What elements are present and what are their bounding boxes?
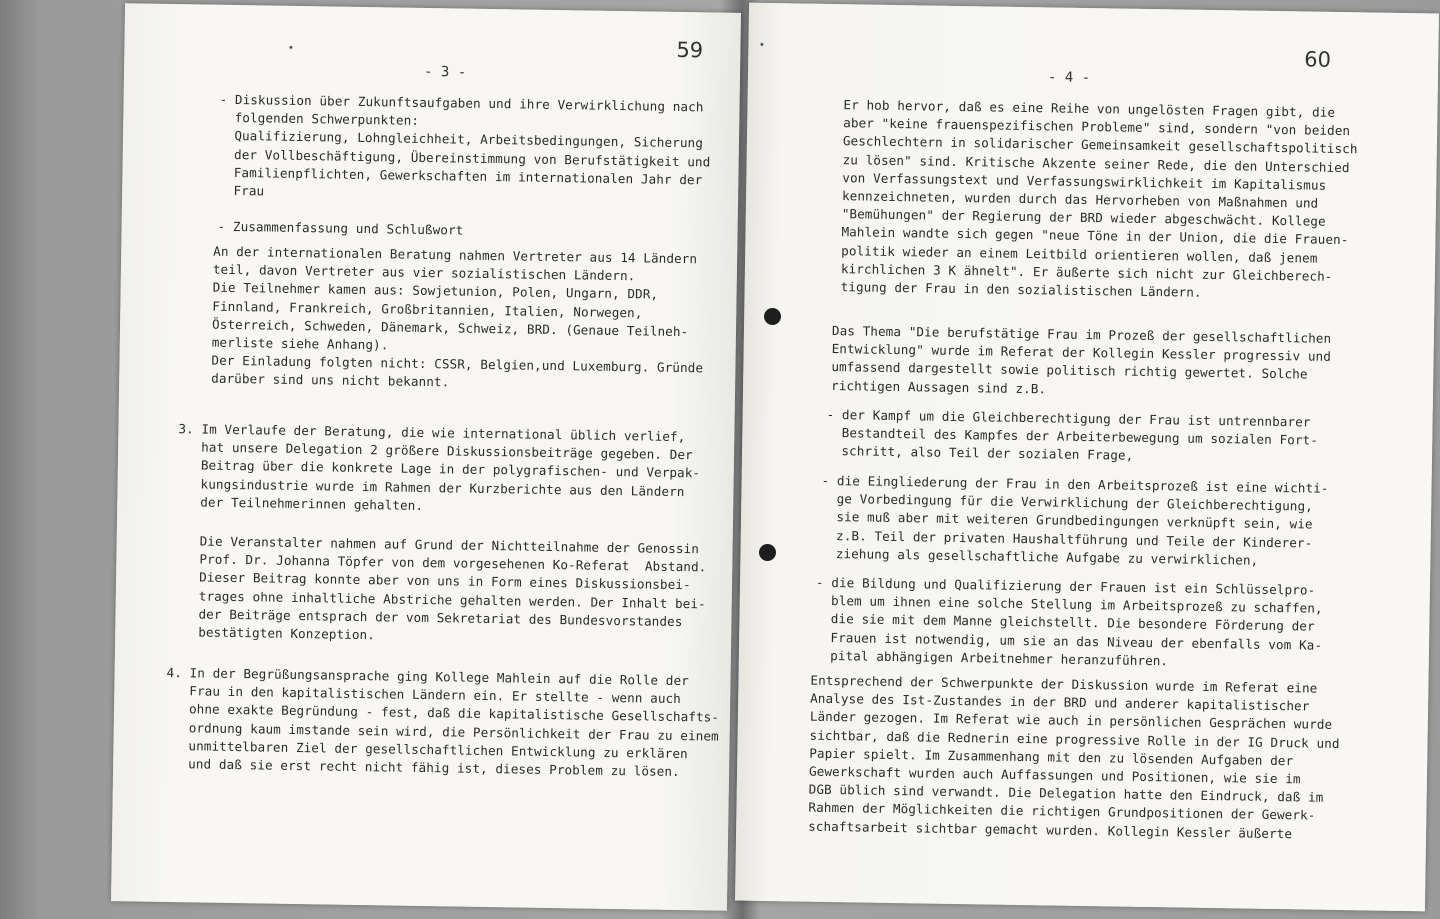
typed-line: Die Teilnehmer kamen aus: Sowjetunion, Polen, Ungarn, DDR, [212, 280, 659, 303]
typed-line: Entwicklung" wurde im Referat der Kollegin Kessler progressiv und [831, 341, 1332, 365]
typed-line: ziehung als gesellschaftliche Aufgabe zu verwirklichen, [820, 545, 1259, 568]
document-page-right [735, 3, 1439, 912]
typed-line: Qualifizierung, Lohngleichheit, Arbeitsbedingungen, Sicherung [218, 128, 704, 151]
typed-line: bestätigten Konzeption. [175, 624, 376, 643]
typed-line: Mahlein wandte sich gegen "neue Töne in der Union, die die Frauen- [841, 224, 1349, 248]
text-block-conclusion [808, 672, 1341, 844]
document-page-left [111, 3, 741, 911]
typed-line: Geschlechtern in solidarischer Gemeinsamkeit gesellschaftspolitisch [842, 133, 1358, 157]
text-block-point-3 [177, 420, 701, 519]
typed-line: Die Veranstalter nahmen auf Grund der Nichtteilnahme der Genossin [176, 533, 700, 557]
typed-line: z.B. Teil der privaten Haushaltführung und Teile der Kinderer- [820, 527, 1313, 551]
text-block-bullet-3 [815, 574, 1323, 673]
typed-line: Analyse des Ist-Zustandes in der BRD und anderer kapitalistischer [810, 690, 1310, 714]
typed-line: schaftsarbeit sichtbar gemacht wurden. Kollegin Kessler äußerte [808, 818, 1293, 841]
typed-line: kennzeichneten, wurden durch das Hervorheben von Maßnahmen und [841, 188, 1319, 211]
typed-line: ge Vorbedingung für die Verwirklichung der Gleichberechtigung, [821, 491, 1314, 514]
text-block-organizers [175, 532, 707, 650]
typed-line: Papier spielt. Im Zusammenhang mit den zu lösenden Aufgaben der [809, 745, 1294, 769]
dust-speck [289, 46, 292, 49]
typed-line: darüber sind uns nicht bekannt. [211, 371, 450, 390]
typed-line: Gewerkschaft wurden auch Auffassungen und Positionen, wie sie im [808, 763, 1301, 787]
typed-line: der Teilnehmerinnen gehalten. [177, 493, 424, 513]
typed-line: und daß sie erst recht nicht fähig ist, dieses Problem zu lösen. [165, 755, 680, 780]
page-number: - 3 - [423, 63, 467, 81]
typed-line: blem um ihnen eine solche Stellung im Arbeitsprozeß zu schaffen, [815, 592, 1323, 616]
typed-line: An der internationalen Beratung nahmen Vertreter aus 14 Ländern [213, 243, 698, 267]
punch-hole-right-lower [759, 544, 776, 561]
typed-line: Frau in den kapitalistischen Ländern ein. Er stellte - wenn auch [166, 683, 682, 707]
typed-line: Der Einladung folgten nicht: CSSR, Belgien,und Luxemburg. Gründe [211, 352, 704, 376]
typed-line: tigung der Frau in den sozialistischen Ländern. [840, 279, 1202, 300]
typed-line: aber "keine frauenspezifischen Probleme" sind, sondern "von beiden [843, 115, 1351, 139]
typed-line: schritt, also Teil der sozialen Frage, [825, 443, 1134, 464]
typed-line: "Bemühungen" der Regierung der BRD wieder abgeschwächt. Kollege [841, 206, 1326, 229]
typed-line: Frauen ist notwendig, um sie an das Niveau der ebenfalls vom Ka- [815, 629, 1323, 653]
typed-line: unmittelbaren Ziel der gesellschaftlichen Entwicklung zu erklären [165, 737, 688, 761]
punch-hole-right-upper [764, 308, 781, 325]
typed-line: ordnung kaum imstande sein wird, die Persönlichkeit der Frau zu einem [165, 719, 719, 744]
dust-speck [760, 43, 763, 46]
typed-line: Das Thema "Die berufstätige Frau im Prozeß der gesellschaftlichen [831, 322, 1332, 346]
text-block-mahlein-speech [840, 96, 1358, 304]
typed-line: von Verfassungstext und Verfassungswirklichkeit im Kapitalismus [842, 169, 1327, 193]
text-block-kessler-report [831, 322, 1331, 403]
typed-line: Familienpflichten, Gewerkschaften im internationalen Jahr der [218, 164, 703, 188]
typed-line: kirchlichen 3 K ähnelt". Er äußerte sich nicht zur Gleichberech- [840, 260, 1333, 284]
typed-line: der Beiträge entsprach der vom Sekretariat des Bundesvorstandes [175, 605, 683, 629]
text-block-bullet-2 [820, 472, 1328, 571]
typed-line: Österreich, Schweden, Dänemark, Schweiz, BRD. (Genaue Teilneh- [211, 316, 689, 339]
typed-line: die sie mit dem Manne gleichstellt. Die besondere Förderung der [815, 611, 1315, 635]
typed-line: - die Bildung und Qualifizierung der Frauen ist ein Schlüsselpro- [815, 574, 1316, 598]
typed-line: Dieser Beitrag konnte aber von uns in Form eines Diskussionsbei- [175, 569, 691, 593]
archive-page-stamp: 60 [1304, 47, 1332, 72]
typed-line: politik wieder an einem Leitbild orientieren wollen, daß jenem [841, 242, 1318, 266]
typed-line: zu lösen" sind. Kritische Akzente seiner Rede, die den Unterschied [842, 151, 1350, 175]
typed-line: kungsindustrie wurde im Rahmen der Kurzberichte aus den Ländern [177, 475, 685, 499]
typed-line: pital abhängigen Arbeitnehmer heranzuführen. [814, 647, 1169, 669]
typed-line: Finnland, Frankreich, Großbritannien, Italien, Norwegen, [212, 298, 643, 320]
text-block-participants [211, 243, 705, 396]
text-block-point-4 [165, 664, 720, 782]
typed-line: Er hob hervor, daß es eine Reihe von ungelösten Fragen gibt, die [843, 97, 1336, 120]
typed-line: ohne exakte Begründung - fest, daß die kapitalistische Gesellschafts- [165, 701, 720, 726]
page-number: - 4 - [1047, 69, 1091, 87]
typed-line: folgenden Schwerpunkten: [219, 109, 420, 129]
typed-line: richtigen Aussagen sind z.B. [830, 377, 1047, 396]
typed-line: 4. In der Begrüßungsansprache ging Kollege Mahlein auf die Rolle der [166, 664, 690, 689]
typed-line: - Zusammenfassung und Schlußwort [217, 219, 464, 238]
typed-line: hat unsere Delegation 2 größere Diskussionsbeiträge gegeben. Der [178, 439, 693, 463]
typed-line: teil, davon Vertreter aus vier sozialistischen Ländern. [212, 261, 636, 284]
text-block-bullet-1 [826, 406, 1318, 468]
typed-line: trages ohne inhaltliche Abstriche gehalten werden. Der Inhalt bei- [175, 587, 706, 612]
typed-line: - der Kampf um die Gleichberechtigung der Frau ist untrennbarer [826, 406, 1311, 430]
text-block-agenda [217, 91, 711, 244]
typed-line: Entsprechend der Schwerpunkte der Diskussion wurde im Referat eine [810, 672, 1318, 696]
typed-line: sie muß aber mit weiteren Grundbedingungen verknüpft sein, wie [820, 509, 1313, 532]
typed-line: sichtbar, daß die Rednerin eine progressive Rolle in der IG Druck und [809, 727, 1340, 751]
typed-line: Rahmen der Möglichkeiten die richtigen Grundpositionen der Gewerk- [808, 800, 1316, 824]
typed-line: Bestandteil des Kampfes der Arbeiterbewegung um sozialen Fort- [826, 425, 1319, 448]
typed-line: - die Eingliederung der Frau in den Arbeitsprozeß ist eine wichti- [821, 472, 1329, 496]
typed-line: Länder gezogen. Im Referat wie auch in persönlichen Gesprächen wurde [809, 709, 1333, 733]
typed-line: Beitrag über die konkrete Lage in der polygrafischen- und Verpak- [177, 457, 701, 481]
typed-line: umfassend dargestellt sowie politisch richtig gewertet. Solche [831, 359, 1308, 382]
typed-line: - Diskussion über Zukunftsaufgaben und ihre Verwirklichung nach [219, 91, 704, 115]
archive-page-stamp: 59 [676, 37, 704, 63]
typed-line: merliste siehe Anhang). [211, 334, 389, 353]
typed-line: DGB üblich sind verwandt. Die Delegation hatte den Eindruck, daß im [808, 781, 1324, 805]
typed-line: Frau [218, 182, 265, 199]
typed-line: 3. Im Verlaufe der Beratung, die wie international üblich verlief, [178, 421, 686, 445]
typed-line: der Vollbeschäftigung, Übereinstimmung von Berufstätigkeit und [218, 146, 711, 170]
typed-line: Prof. Dr. Johanna Töpfer von dem vorgesehenen Ko-Referat Abstand. [176, 551, 707, 575]
